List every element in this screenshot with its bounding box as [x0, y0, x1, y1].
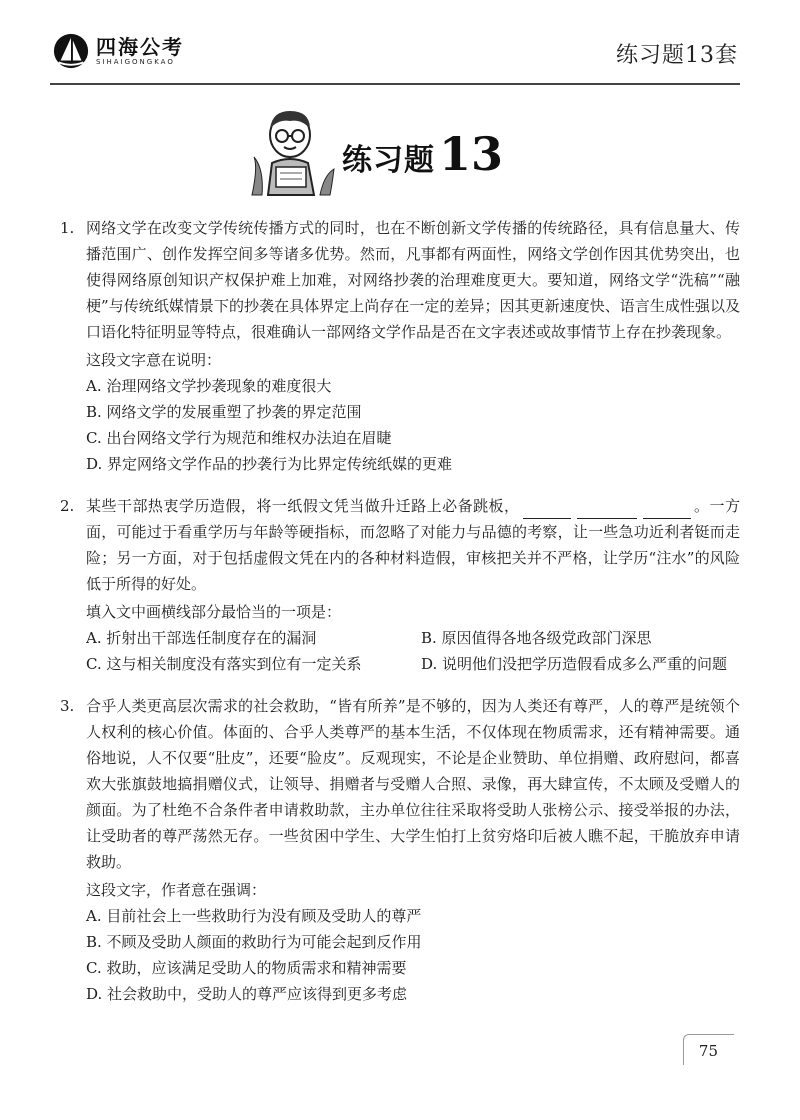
- option-a[interactable]: A. 治理网络文学抄袭现象的难度很大: [86, 377, 332, 395]
- question-stem: 合乎人类更高层次需求的社会救助，“皆有所养”是不够的，因为人类还有尊严，人的尊严是统领个人权利的核心价值。体面的、合乎人类尊严的基本生活，不仅体现在物质需求，还有精神需要。通俗地说，人不仅要“肚皮”，还要“脸皮”。反观现实，不论是企业赞助、单位捐赠、政府慰问，都喜欢大张旗鼓地搞捐赠仪式，让领导、捐赠者与受赠人合照、录像，再大肆宣传，不太顾及受赠人的颜面。为了杜绝不合条件者申请救助款，主办单位往往采取将受助人张榜公示、接受举报的办法，让受助者的尊严荡然无存。一些贫困中学生、大学生怕打上贫穷烙印后被人瞧不起，干脆放弃申请救助。: [86, 697, 740, 871]
- option-c[interactable]: C. 出台网络文学行为规范和维权办法迫在眉睫: [86, 429, 392, 447]
- question-number: 3.: [60, 697, 75, 715]
- question-stem: [86, 493, 740, 597]
- question-3: [60, 693, 740, 1007]
- answer-blank: [577, 500, 637, 519]
- option-c[interactable]: C. 救助，应该满足受助人的物质需求和精神需要: [86, 959, 407, 977]
- option-b[interactable]: B. 网络文学的发展重塑了抄袭的界定范围: [86, 403, 362, 421]
- option-d[interactable]: D. 说明他们没把学历造假看成多么严重的问题: [421, 655, 728, 673]
- page-header: [0, 0, 800, 90]
- option-d[interactable]: D. 社会救助中，受助人的尊严应该得到更多考虑: [86, 985, 408, 1003]
- title-text: 练习题: [342, 143, 435, 178]
- option-c[interactable]: C. 这与相关制度没有落实到位有一定关系: [86, 655, 362, 673]
- question-1: [60, 215, 740, 477]
- brand-name-pinyin: SIHAIGONGKAO: [96, 58, 175, 66]
- sail-logo-icon: [52, 32, 90, 70]
- stem-text-before-blank: 某些干部热衷学历造假，将一纸假文凭当做升迁路上必备跳板，: [86, 497, 520, 515]
- option-grid: [86, 625, 740, 677]
- option-d[interactable]: D. 界定网络文学作品的抄袭行为比界定传统纸媒的更难: [86, 455, 453, 473]
- question-2: [60, 493, 740, 677]
- exercise-title: [342, 127, 503, 181]
- title-banner: [250, 105, 520, 200]
- brand-logo: [52, 32, 184, 70]
- answer-blank: [643, 500, 691, 519]
- question-list: [60, 215, 740, 1023]
- brand-name: 四海公考: [96, 35, 184, 59]
- option-a[interactable]: A. 目前社会上一些救助行为没有顾及受助人的尊严: [86, 907, 422, 925]
- page-number: 75: [698, 1042, 718, 1060]
- question-prompt: 这段文字意在说明：: [86, 351, 222, 369]
- question-number: 1.: [60, 219, 75, 237]
- header-divider: [50, 83, 740, 85]
- question-stem: 网络文学在改变文学传统传播方式的同时，也在不断创新文学传播的传统路径，具有信息量大、传播范围广、创作发挥空间多等诸多优势。然而，凡事都有两面性，网络文学创作因其优势突出，也使得网络原创知识产权保护难上加难，对网络抄袭的治理难度更大。要知道，网络文学“洗稿”“融梗”与传统纸媒情景下的抄袭在具体界定上尚存在一定的差异；因其更新速度快、语言生成性强以及口语化特征明显等特点，很难确认一部网络文学作品是否在文字表述或故事情节上存在抄袭现象。: [86, 219, 740, 341]
- question-prompt: 填入文中画横线部分最恰当的一项是：: [86, 603, 342, 621]
- question-prompt: 这段文字，作者意在强调：: [86, 881, 267, 899]
- answer-blank: [523, 500, 571, 519]
- title-number: 13: [439, 127, 504, 181]
- question-number: 2.: [60, 497, 75, 515]
- option-a[interactable]: A. 折射出干部选任制度存在的漏洞: [86, 629, 317, 647]
- student-mascot-icon: [250, 105, 340, 197]
- option-b[interactable]: B. 不顾及受助人颜面的救助行为可能会起到反作用: [86, 933, 422, 951]
- option-b[interactable]: B. 原因值得各地各级党政部门深思: [421, 629, 652, 647]
- set-label: 练习题13套: [616, 43, 738, 68]
- stem-text-after-blank: 。一方面，可能过于看重学历与年龄等硬指标，而忽略了对能力与品德的考察，让一些急功近利者铤而走险；另一方面，对于包括虚假文凭在内的各种材料造假，审核把关并不严格，让学历“注水”的风险低于所得的好处。: [86, 497, 740, 593]
